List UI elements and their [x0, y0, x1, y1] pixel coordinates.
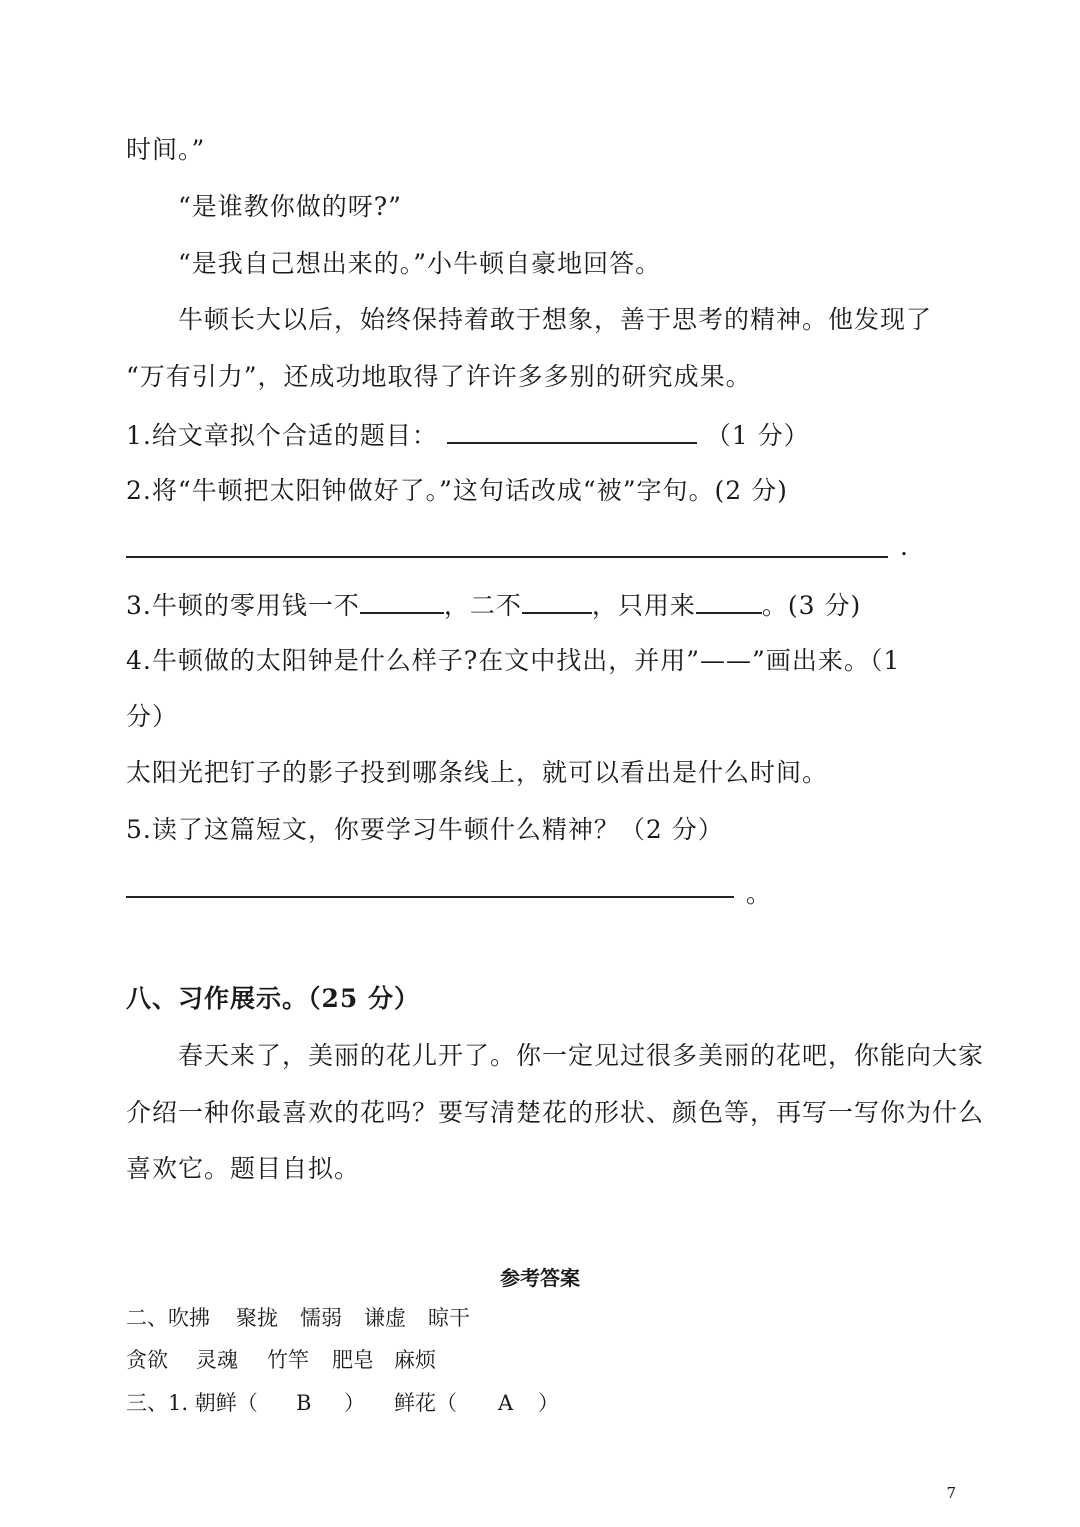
question-1-score: （1 分）	[705, 421, 810, 450]
question-2-end-mark: .	[900, 532, 908, 561]
composition-line: 介绍一种你最喜欢的花吗？要写清楚花的形状、颜色等，再写一写你为什么	[126, 1098, 985, 1127]
answers-row-3	[126, 1389, 559, 1417]
answer-item: 鲜花（	[394, 1391, 457, 1415]
question-3-text-c: ，只用来	[591, 591, 696, 620]
question-3-text-d: 。(3 分)	[761, 591, 862, 620]
composition-line: 春天来了，美丽的花儿开了。你一定见过很多美丽的花吧，你能向大家	[178, 1041, 985, 1070]
answer-item: 灵魂	[196, 1348, 238, 1372]
answer-item: ）	[538, 1391, 559, 1415]
question-3-text-b: ，二不	[443, 591, 522, 620]
answer-item: 肥皂	[332, 1348, 374, 1372]
passage-line: 牛顿长大以后，始终保持着敢于想象，善于思考的精神。他发现了	[178, 305, 933, 334]
question-2-answer-blank[interactable]	[126, 556, 888, 558]
question-3-blank-3[interactable]	[696, 588, 762, 614]
answer-item: 谦虚	[364, 1306, 406, 1330]
page-number: 7	[946, 1484, 956, 1502]
question-3-text-a: 3.牛顿的零用钱一不	[126, 591, 360, 620]
question-4-answer: 太阳光把钉子的影子投到哪条线上，就可以看出是什么时间。	[126, 758, 829, 787]
answer-item: 聚拢	[236, 1306, 278, 1330]
answers-title: 参考答案	[500, 1266, 580, 1290]
question-5-end-mark: 。	[746, 879, 772, 908]
passage-line: “是我自己想出来的。”小牛顿自豪地回答。	[178, 249, 662, 278]
question-5-answer-blank[interactable]	[126, 896, 734, 898]
question-1-answer-blank[interactable]	[447, 418, 697, 444]
answer-item: 三、1. 朝鲜（	[126, 1391, 258, 1415]
passage-line: “是谁教你做的呀?”	[178, 192, 402, 221]
answer-item: ）	[344, 1391, 365, 1415]
question-5-text: 5.读了这篇短文，你要学习牛顿什么精神？（2 分）	[126, 815, 724, 844]
answer-item: A	[498, 1391, 514, 1415]
answer-item: 贪欲	[126, 1348, 168, 1372]
question-4-text: 4.牛顿做的太阳钟是什么样子?在文中找出，并用”——”画出来。（1	[126, 646, 901, 675]
answer-item: 晾干	[428, 1306, 470, 1330]
answer-item: 竹竿	[267, 1348, 309, 1372]
answer-item: 麻烦	[394, 1348, 436, 1372]
passage-line: 时间。”	[126, 135, 206, 164]
answers-row-2	[126, 1346, 436, 1374]
answer-item: 懦弱	[300, 1306, 342, 1330]
question-2-text: 2.将“牛顿把太阳钟做好了。”这句话改成“被”字句。(2 分)	[126, 476, 788, 505]
question-4-text-cont: 分）	[126, 702, 179, 731]
answer-item: 二、吹拂	[126, 1306, 210, 1330]
question-3-blank-2[interactable]	[522, 588, 592, 614]
answers-row-1	[126, 1304, 470, 1332]
passage-line: “万有引力”，还成功地取得了许许多多别的研究成果。	[126, 362, 752, 391]
question-3-blank-1[interactable]	[360, 588, 444, 614]
question-3	[126, 588, 861, 622]
question-1	[126, 418, 810, 452]
answer-item: B	[296, 1391, 312, 1415]
section-title: 八、习作展示。（25 分）	[126, 984, 420, 1013]
question-1-text: 1.给文章拟个合适的题目：	[126, 421, 438, 450]
composition-line: 喜欢它。题目自拟。	[126, 1154, 361, 1183]
